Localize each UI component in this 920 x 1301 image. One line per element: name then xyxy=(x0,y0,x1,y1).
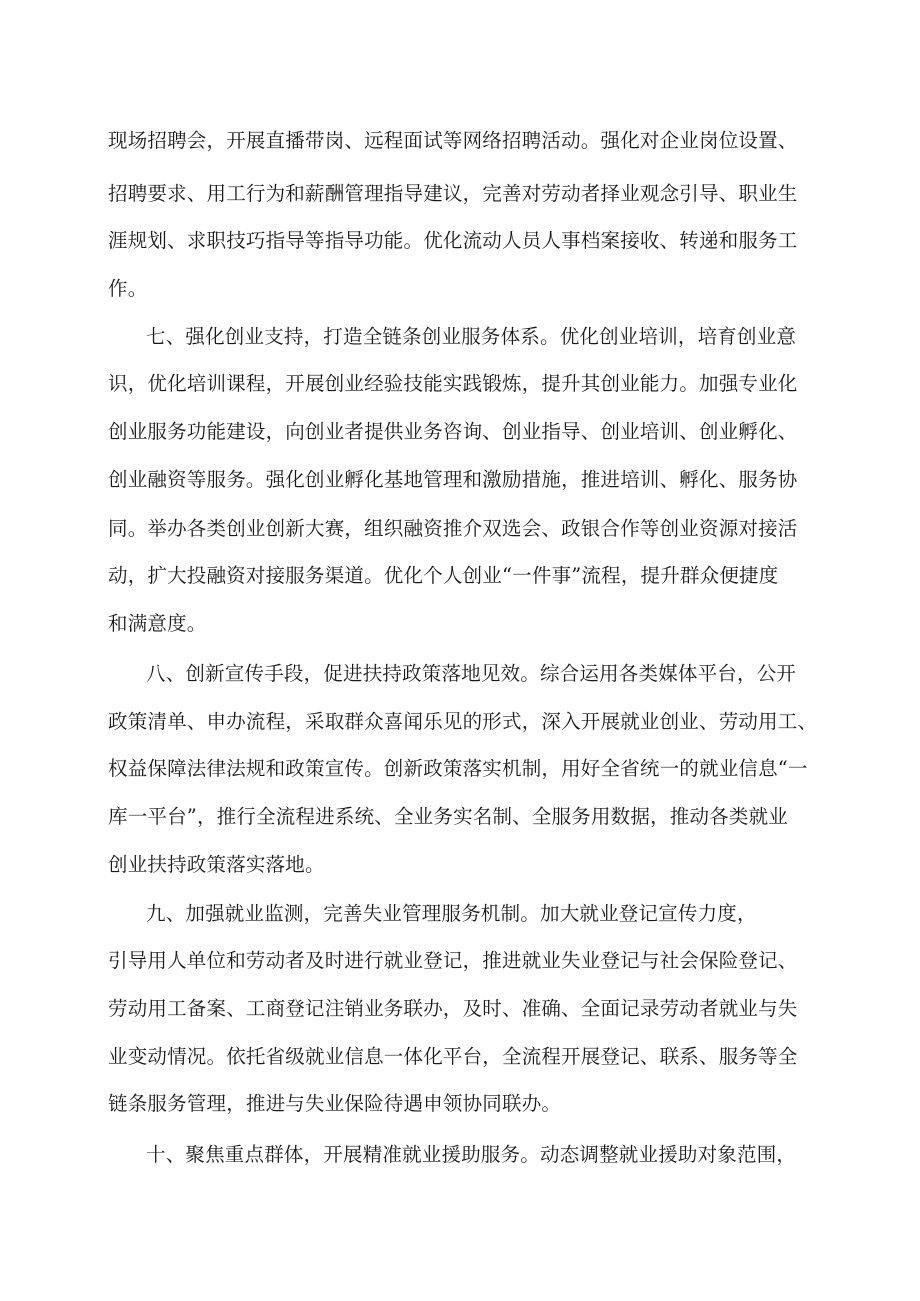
text-line: 识，优化培训课程，开展创业经验技能实践锻炼，提升其创业能力。加强专业化 xyxy=(108,372,798,395)
section-heading-line: 九、加强就业监测，完善失业管理服务机制。加大就业登记宣传力度， xyxy=(146,902,757,925)
text-line: 和满意度。 xyxy=(108,612,207,635)
section-heading-line: 七、强化创业支持，打造全链条创业服务体系。优化创业培训，培育创业意 xyxy=(146,325,797,348)
text-line: 现场招聘会，开展直播带岗、远程面试等网络招聘活动。强化对企业岗位设置、 xyxy=(108,129,798,152)
text-line: 作。 xyxy=(108,277,148,300)
text-line: 链条服务管理，推进与失业保险待遇申领协同联办。 xyxy=(108,1092,562,1115)
text-line: 动，扩大投融资对接服务渠道。优化个人创业“一件事”流程，提升群众便捷度 xyxy=(108,564,779,587)
text-line: 业变动情况。依托省级就业信息一体化平台，全流程开展登记、联系、服务等全 xyxy=(108,1045,798,1068)
text-line: 招聘要求、用工行为和薪酬管理指导建议，完善对劳动者择业观念引导、职业生 xyxy=(108,182,798,205)
text-line: 劳动用工备案、工商登记注销业务联办，及时、准确、全面记录劳动者就业与失 xyxy=(108,997,798,1020)
text-line: 政策清单、申办流程，采取群众喜闻乐见的形式，深入开展就业创业、劳动用工、 xyxy=(108,710,818,733)
text-line: 同。举办各类创业创新大赛，组织融资推介双选会、政银合作等创业资源对接活 xyxy=(108,517,798,540)
text-line: 涯规划、求职技巧指导等指导功能。优化流动人员人事档案接收、转递和服务工 xyxy=(108,229,798,252)
text-line: 创业融资等服务。强化创业孵化基地管理和激励措施，推进培训、孵化、服务协 xyxy=(108,468,798,491)
section-heading-line: 十、聚焦重点群体，开展精准就业援助服务。动态调整就业援助对象范围， xyxy=(146,1143,797,1166)
text-line: 创业服务功能建设，向创业者提供业务咨询、创业指导、创业培训、创业孵化、 xyxy=(108,420,798,443)
text-line: 权益保障法律法规和政策宣传。创新政策落实机制，用好全省统一的就业信息“一 xyxy=(108,757,808,780)
text-line: 创业扶持政策落实落地。 xyxy=(108,853,325,876)
section-heading-line: 八、创新宣传手段，促进扶持政策落地见效。综合运用各类媒体平台，公开 xyxy=(146,662,797,685)
text-line: 引导用人单位和劳动者及时进行就业登记，推进就业失业登记与社会保险登记、 xyxy=(108,949,798,972)
text-line: 库一平台”，推行全流程进系统、全业务实名制、全服务用数据，推动各类就业 xyxy=(108,805,788,828)
